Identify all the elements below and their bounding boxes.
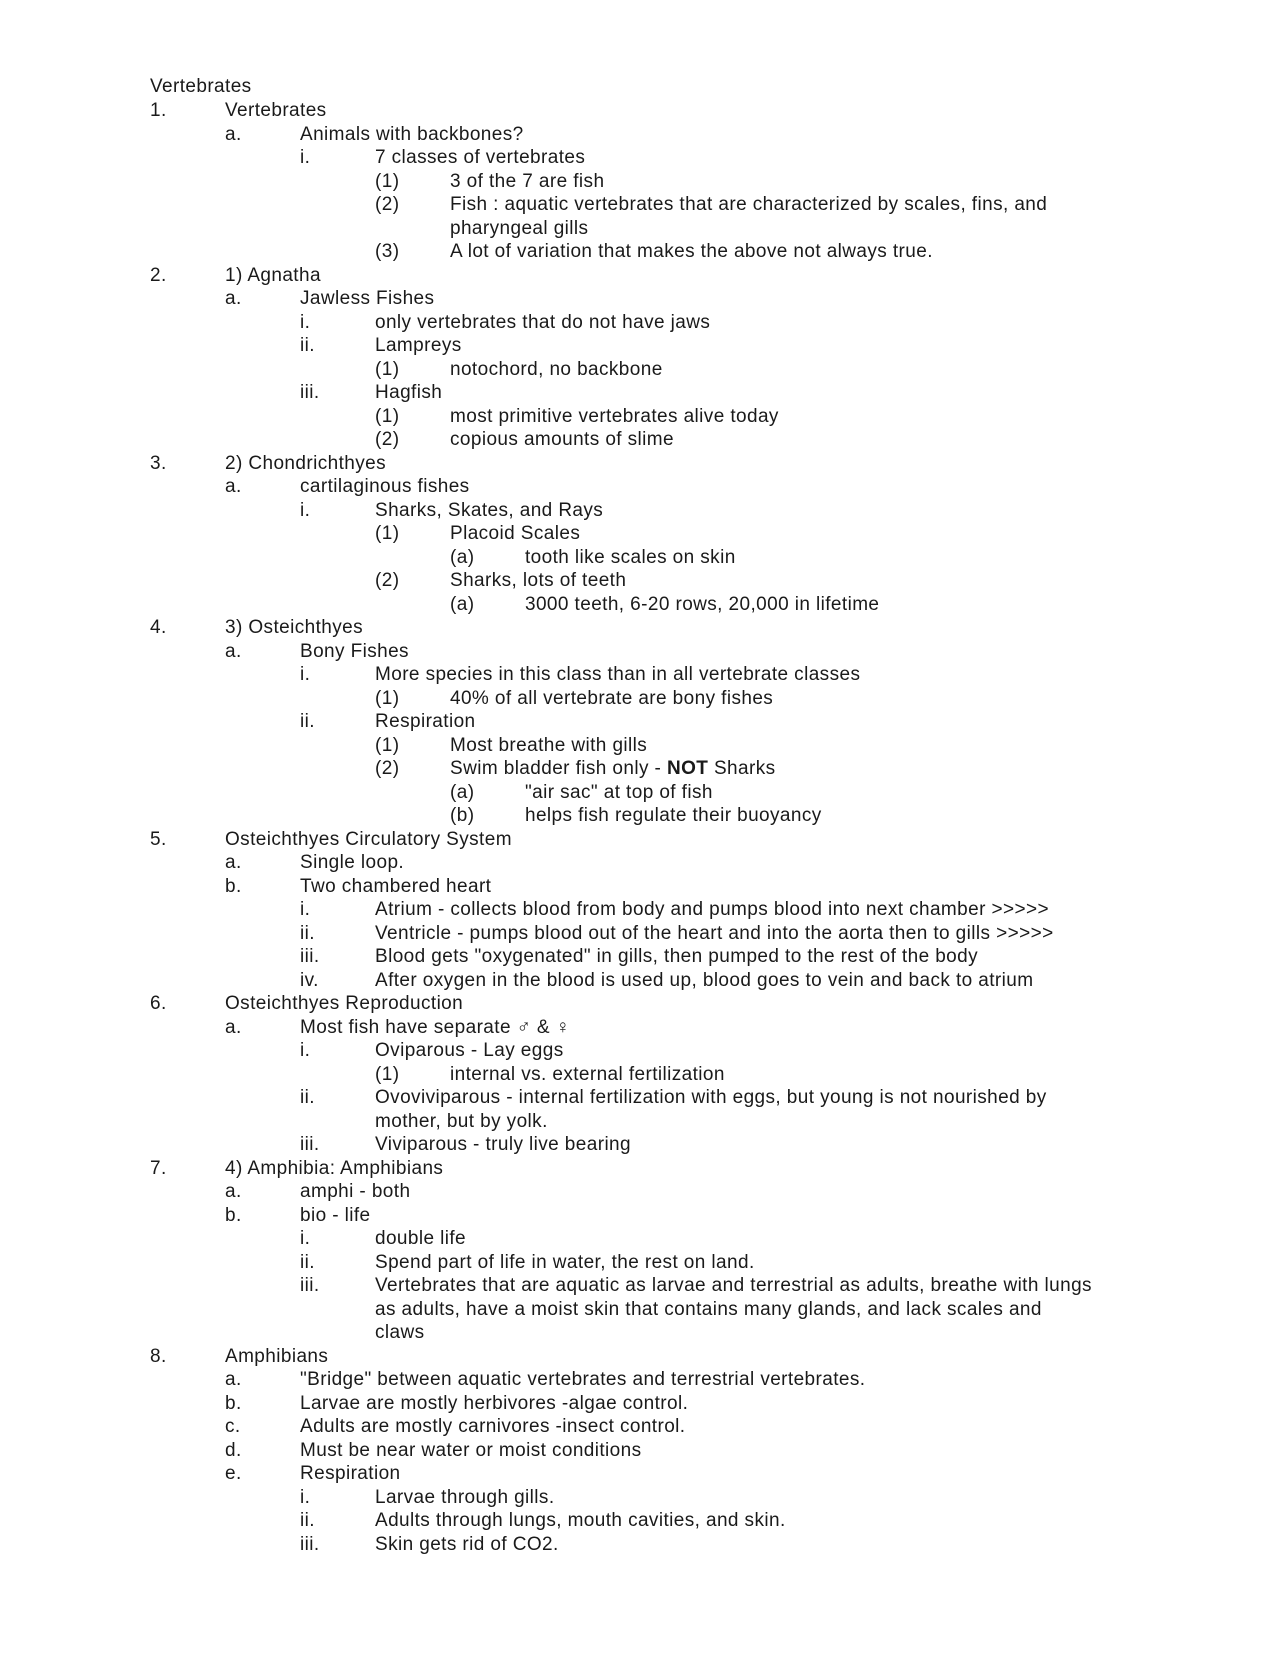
outline-text: 3 of the 7 are fish — [450, 170, 605, 192]
outline-line — [0, 922, 1280, 946]
outline-text: A lot of variation that makes the above not always true. — [450, 241, 933, 262]
outline-line — [0, 264, 1280, 288]
outline-marker: ii. — [300, 922, 315, 944]
outline-marker: b. — [225, 1204, 242, 1226]
outline-text: Must be near water or moist conditions — [300, 1439, 642, 1461]
outline-marker: iii. — [300, 1134, 320, 1155]
outline-marker: ii. — [300, 1510, 315, 1531]
outline-marker: (1) — [375, 687, 400, 709]
outline-marker: a. — [225, 640, 242, 662]
outline-line — [0, 1439, 1280, 1463]
outline-line — [0, 1368, 1280, 1392]
outline-line — [0, 945, 1280, 969]
outline-text: Blood gets "oxygenated" in gills, then pumped to the rest of the body — [375, 946, 979, 967]
outline-text: 2) Chondrichthyes — [225, 452, 386, 474]
outline-line — [0, 851, 1280, 875]
document-title: Vertebrates — [150, 76, 252, 97]
outline-marker: 1. — [150, 100, 167, 121]
outline-line — [0, 875, 1280, 899]
outline-text: Fish : aquatic vertebrates that are characterized by scales, fins, and — [450, 194, 1048, 215]
outline-marker: 4. — [150, 617, 167, 638]
outline-line — [0, 1298, 1280, 1322]
outline-text: Viviparous - truly live bearing — [375, 1134, 631, 1155]
outline-line — [0, 1110, 1280, 1134]
outline-marker: a. — [225, 852, 242, 873]
outline-text: Sharks, lots of teeth — [450, 570, 627, 591]
outline-marker: (3) — [375, 241, 400, 262]
outline-text: notochord, no backbone — [450, 358, 663, 380]
outline-line — [0, 240, 1280, 264]
outline-line — [0, 569, 1280, 593]
outline-line — [0, 193, 1280, 217]
outline-marker: a. — [225, 476, 242, 497]
outline-line — [0, 334, 1280, 358]
outline-line — [0, 1486, 1280, 1510]
outline-line — [0, 428, 1280, 452]
emphasis-text: NOT — [666, 758, 709, 779]
outline-text: most primitive vertebrates alive today — [450, 405, 779, 427]
outline-marker: (1) — [375, 1063, 400, 1085]
outline-text: copious amounts of slime — [450, 429, 674, 450]
outline-marker: i. — [300, 899, 311, 920]
outline-text: 3) Osteichthyes — [225, 617, 363, 638]
outline-text: double life — [375, 1228, 467, 1249]
outline-marker: (a) — [450, 781, 475, 803]
outline-line — [0, 452, 1280, 476]
outline-text: Ovoviviparous - internal fertilization with eggs, but young is not nourished by — [375, 1087, 1047, 1108]
outline-marker: (1) — [375, 405, 400, 427]
outline-line — [0, 123, 1280, 147]
outline-text: mother, but by yolk. — [375, 1110, 548, 1132]
outline-text: Bony Fishes — [300, 640, 409, 662]
outline-line — [0, 687, 1280, 711]
outline-text: Larvae are mostly herbivores -algae control. — [300, 1392, 689, 1414]
outline-line — [0, 969, 1280, 993]
outline-text: 3000 teeth, 6-20 rows, 20,000 in lifetime — [525, 593, 880, 615]
outline-text: pharyngeal gills — [450, 217, 589, 239]
outline-marker: i. — [300, 1040, 311, 1061]
outline-text: Spend part of life in water, the rest on land. — [375, 1251, 755, 1273]
outline-line — [0, 757, 1280, 781]
outline-line — [0, 1157, 1280, 1181]
outline-marker: a. — [225, 123, 242, 145]
outline-text: After oxygen in the blood is used up, blood goes to vein and back to atrium — [375, 969, 1034, 991]
outline-line — [0, 1180, 1280, 1204]
outline-marker: 5. — [150, 828, 167, 850]
outline-line — [0, 640, 1280, 664]
outline-marker: (1) — [375, 734, 400, 756]
outline-text: Most breathe with gills — [450, 734, 648, 756]
outline-marker: e. — [225, 1463, 242, 1484]
outline-text: "Bridge" between aquatic vertebrates and terrestrial vertebrates. — [300, 1369, 866, 1390]
outline-line — [0, 734, 1280, 758]
outline-marker: ii. — [300, 1087, 315, 1108]
outline-text: 1) Agnatha — [225, 264, 321, 286]
outline-marker: ii. — [300, 711, 315, 732]
outline-text: Single loop. — [300, 852, 405, 873]
outline-line — [0, 593, 1280, 617]
outline-line — [0, 1133, 1280, 1157]
outline-line — [0, 1533, 1280, 1557]
outline-text: Osteichthyes Circulatory System — [225, 828, 512, 850]
outline-line — [0, 898, 1280, 922]
outline-text: Jawless Fishes — [300, 288, 435, 309]
outline-text: Oviparous - Lay eggs — [375, 1040, 564, 1061]
outline-marker: i. — [300, 147, 311, 168]
outline-line — [0, 1392, 1280, 1416]
outline-marker: (1) — [375, 523, 400, 544]
outline-marker: i. — [300, 1228, 311, 1249]
outline-marker: iii. — [300, 946, 320, 967]
outline-line — [0, 1227, 1280, 1251]
outline-marker: 8. — [150, 1345, 167, 1367]
outline-line — [0, 358, 1280, 382]
outline-line — [0, 522, 1280, 546]
outline-marker: i. — [300, 499, 311, 521]
outline-line — [0, 616, 1280, 640]
outline-text: bio - life — [300, 1204, 371, 1226]
outline-line — [0, 1251, 1280, 1275]
outline-line — [0, 1321, 1280, 1345]
outline-text: Larvae through gills. — [375, 1486, 555, 1508]
outline-marker: b. — [225, 1392, 242, 1414]
outline-text: tooth like scales on skin — [525, 546, 736, 568]
outline-marker: c. — [225, 1416, 241, 1437]
outline-text: Respiration — [375, 711, 476, 732]
outline-marker: (2) — [375, 194, 400, 215]
outline-marker: (2) — [375, 570, 400, 591]
outline-text: Animals with backbones? — [300, 123, 524, 145]
outline-text: internal vs. external fertilization — [450, 1063, 725, 1085]
outline-line — [0, 1462, 1280, 1486]
outline-text: Two chambered heart — [300, 875, 492, 897]
outline-line — [0, 1063, 1280, 1087]
outline-text: More species in this class than in all vertebrate classes — [375, 664, 861, 685]
outline-line — [0, 663, 1280, 687]
outline-line — [0, 311, 1280, 335]
outline-marker: a. — [225, 1016, 242, 1038]
outline-text: Vertebrates that are aquatic as larvae and terrestrial as adults, breathe with lungs — [375, 1275, 1092, 1296]
outline-text: Lampreys — [375, 335, 462, 356]
outline-marker: (a) — [450, 546, 475, 568]
outline-line — [0, 146, 1280, 170]
outline-text: amphi - both — [300, 1181, 411, 1202]
outline-line — [0, 1204, 1280, 1228]
outline-marker: a. — [225, 288, 242, 309]
outline-text: Hagfish — [375, 382, 443, 403]
outline-marker: a. — [225, 1369, 242, 1390]
outline-marker: 6. — [150, 993, 167, 1014]
outline-line — [0, 405, 1280, 429]
outline-line — [0, 1415, 1280, 1439]
outline-marker: iii. — [300, 382, 320, 403]
outline-line — [0, 475, 1280, 499]
outline-line — [0, 1345, 1280, 1369]
outline-text: "air sac" at top of fish — [525, 781, 713, 803]
outline-line — [0, 170, 1280, 194]
outline-marker: b. — [225, 875, 242, 897]
outline-line — [0, 804, 1280, 828]
outline-marker: i. — [300, 311, 311, 333]
outline-marker: iii. — [300, 1275, 320, 1296]
outline-line — [0, 828, 1280, 852]
outline-marker: (2) — [375, 758, 400, 779]
outline-text: Vertebrates — [225, 100, 327, 121]
outline-line — [0, 217, 1280, 241]
outline-line — [0, 1509, 1280, 1533]
outline-text: Atrium - collects blood from body and pumps blood into next chamber >>>>> — [375, 899, 1049, 920]
outline-text: Osteichthyes Reproduction — [225, 993, 464, 1014]
outline-marker: ii. — [300, 335, 315, 356]
outline-marker: (1) — [375, 170, 400, 192]
outline-line — [0, 381, 1280, 405]
outline-text: Adults through lungs, mouth cavities, and skin. — [375, 1510, 786, 1531]
outline-marker: (1) — [375, 358, 400, 380]
outline-marker: 3. — [150, 452, 167, 474]
outline-text: cartilaginous fishes — [300, 476, 470, 497]
outline-text: 4) Amphibia: Amphibians — [225, 1157, 444, 1179]
outline-line — [0, 499, 1280, 523]
outline-marker: i. — [300, 1486, 311, 1508]
outline-text: Swim bladder fish only - NOT Sharks — [450, 758, 776, 779]
outline-text: Amphibians — [225, 1345, 329, 1367]
outline-line — [0, 1016, 1280, 1040]
outline-line — [0, 287, 1280, 311]
outline-text: claws — [375, 1322, 425, 1343]
outline-text: Placoid Scales — [450, 523, 581, 544]
outline-marker: iii. — [300, 1533, 320, 1555]
outline-text: Most fish have separate ♂ & ♀ — [300, 1016, 571, 1038]
outline-marker: a. — [225, 1181, 242, 1202]
outline-text: as adults, have a moist skin that contains many glands, and lack scales and — [375, 1298, 1042, 1320]
outline-text: Respiration — [300, 1463, 401, 1484]
outline-line — [0, 781, 1280, 805]
outline-line — [0, 710, 1280, 734]
outline-text: 7 classes of vertebrates — [375, 147, 586, 168]
outline-marker: ii. — [300, 1251, 315, 1273]
outline-text: Adults are mostly carnivores -insect control. — [300, 1416, 686, 1437]
outline-line — [0, 1086, 1280, 1110]
outline-marker: (a) — [450, 593, 475, 615]
outline-marker: (2) — [375, 429, 400, 450]
outline-line — [0, 99, 1280, 123]
outline-marker: 7. — [150, 1157, 167, 1179]
outline-marker: d. — [225, 1439, 242, 1461]
outline-line — [0, 1039, 1280, 1063]
outline-marker: 2. — [150, 264, 167, 286]
outline-marker: i. — [300, 664, 311, 685]
outline-text: only vertebrates that do not have jaws — [375, 311, 711, 333]
outline-line — [0, 546, 1280, 570]
outline-line — [0, 1274, 1280, 1298]
outline-text: helps fish regulate their buoyancy — [525, 805, 822, 826]
outline-text: Ventricle - pumps blood out of the heart and into the aorta then to gills >>>>> — [375, 922, 1054, 944]
outline-text: Sharks, Skates, and Rays — [375, 499, 604, 521]
outline-line — [0, 992, 1280, 1016]
outline-text: 40% of all vertebrate are bony fishes — [450, 687, 774, 709]
outline-text: Skin gets rid of CO2. — [375, 1533, 559, 1555]
outline-marker: iv. — [300, 969, 319, 991]
outline-marker: (b) — [450, 805, 475, 826]
